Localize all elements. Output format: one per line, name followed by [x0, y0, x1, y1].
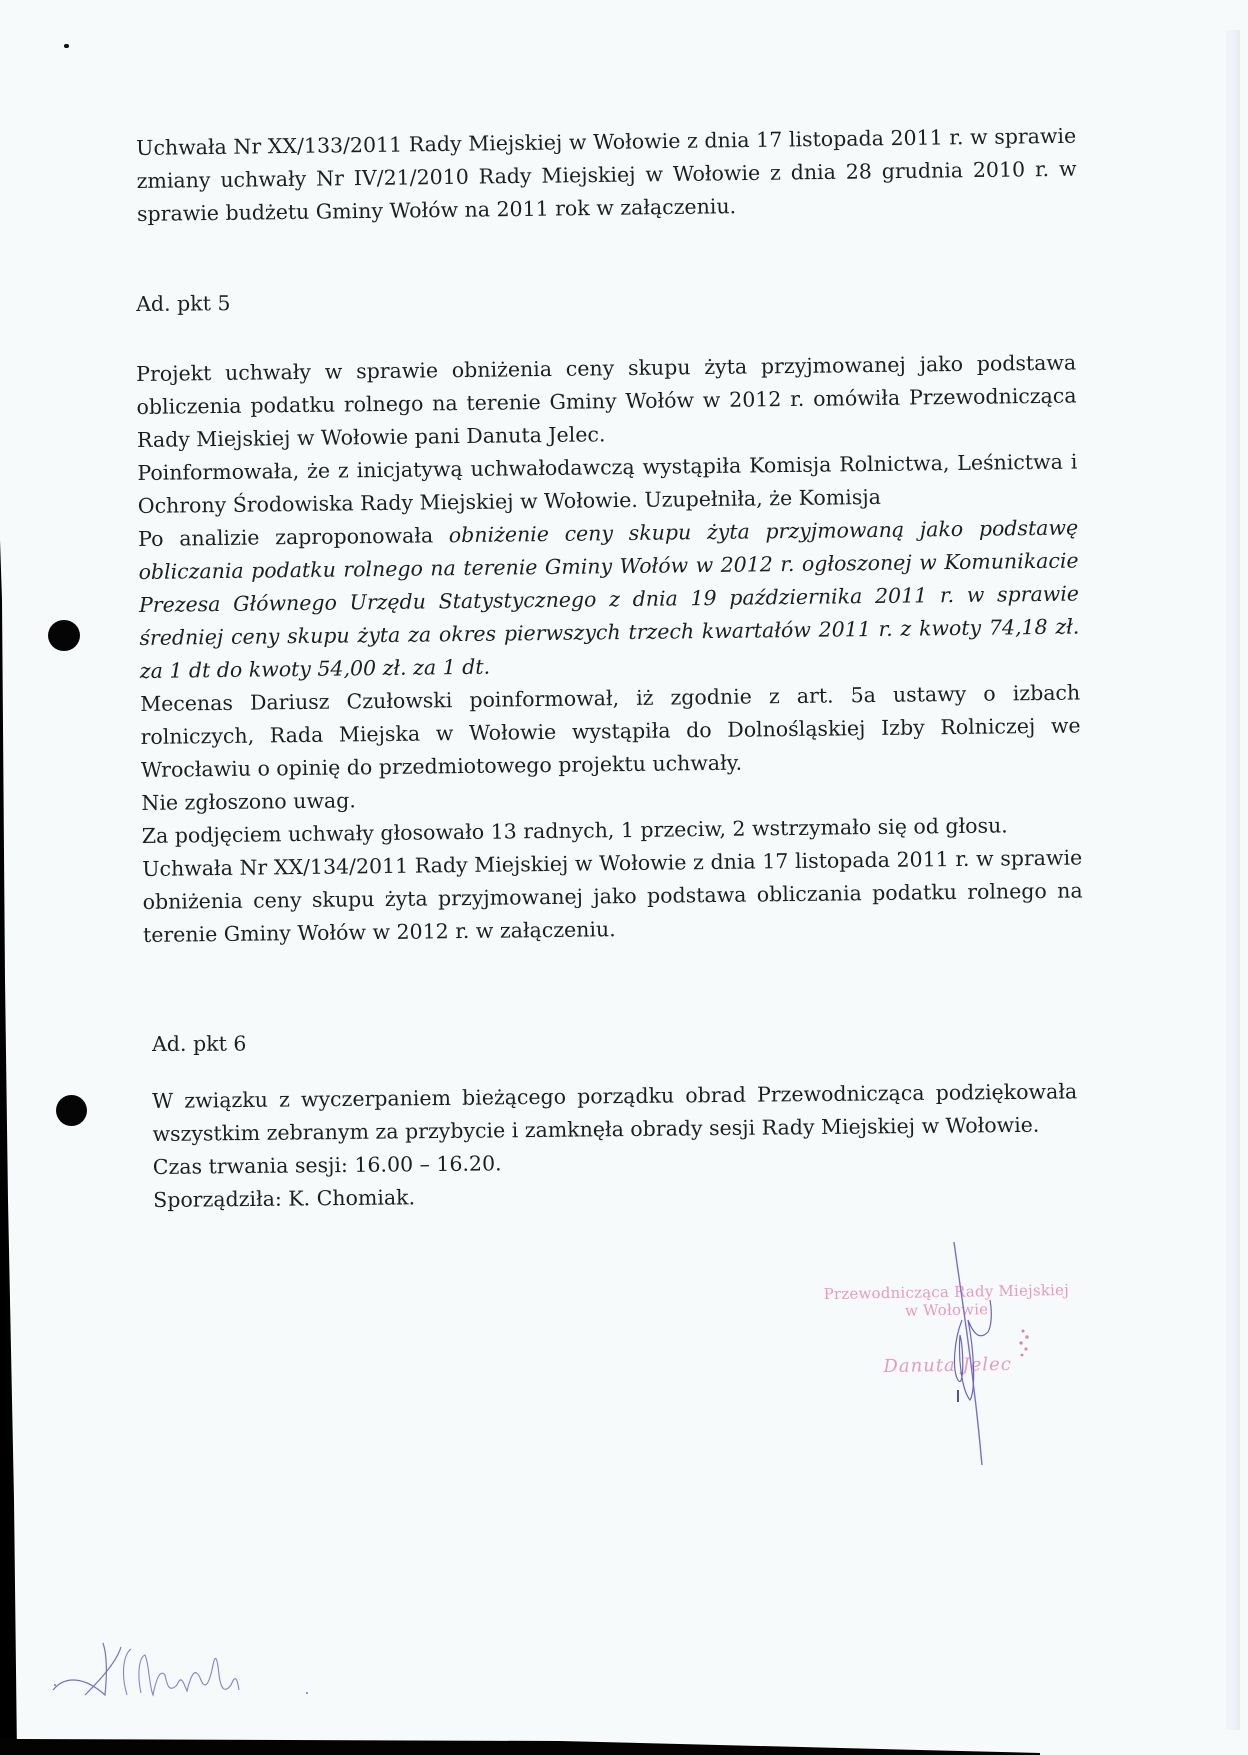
scan-paper-edge-right — [1226, 30, 1240, 1730]
section-6-duration: Czas trwania sesji: 16.00 – 16.20. — [152, 1151, 502, 1179]
section-5-info: Poinformowała, że z inicjatywą uchwałodawczą wystąpiła Komisja Rolnictwa, Leśnictwa i Ochrony Środowiska Rady Miejskiej w Wołowie. Uzupełniła, że Komisja — [137, 449, 1078, 518]
section-5-legal-opinion: Mecenas Dariusz Czułowski poinformował, iż zgodnie z art. 5a ustawy o izbach rolniczych, Rada Miejska w Wołowie wystąpiła do Dolnośląskiej Izby Rolniczej we Wrocławiu o opinię do przedmiotowego projektu uchwały. — [140, 680, 1081, 782]
stamp-title-line-2: w Wołowie — [904, 1300, 989, 1320]
section-6-closing: W związku z wyczerpaniem bieżącego porządku obrad Przewodnicząca podziękowała wszystkim zebranym za przybycie i zamknęła obrady sesji Rady Miejskiej w Wołowie. — [152, 1079, 1078, 1146]
scan-border-bottom — [0, 1739, 1040, 1755]
section-5-no-comments: Nie zgłoszono uwag. — [141, 788, 356, 815]
scan-speck — [64, 44, 69, 48]
section-6-heading-block — [152, 1023, 1092, 1061]
resolution-note: Uchwała Nr XX/133/2011 Rady Miejskiej w Wołowie z dnia 17 listopada 2011 r. w sprawie zmiany uchwały Nr IV/21/2010 Rady Miejskiej w Wołowie z dnia 28 grudnia 2010 r. w sprawie budżetu Gminy Wołów na 2011 rok w załączeniu. — [136, 123, 1077, 226]
section-5-heading: Ad. pkt 5 — [136, 291, 231, 316]
scan-border-left — [0, 0, 18, 1755]
section-5-vote: Za podjęciem uchwały głosowało 13 radnych, 1 przeciw, 2 wstrzymało się od głosu. — [141, 813, 1008, 848]
section-6-body — [152, 1075, 1078, 1217]
section-5-body — [136, 347, 1083, 952]
chair-signature — [940, 1240, 1020, 1470]
stamp-title-line-1: Przewodnicząca Rady Miejskiej — [823, 1280, 1070, 1304]
section-6-heading: Ad. pkt 6 — [152, 1031, 247, 1056]
section-5-proposal — [138, 512, 1080, 688]
section-5-resolution: Uchwała Nr XX/134/2011 Rady Miejskiej w Wołowie z dnia 17 listopada 2011 r. w sprawie obniżenia ceny skupu żyta przyjmowanej jako podstawa obliczania podatku rolnego na terenie Gminy Wołów w 2012 r. w załączeniu. — [142, 845, 1083, 947]
punch-hole-top — [48, 620, 80, 651]
section-6-prepared-by: Sporządziła: K. Chomiak. — [153, 1185, 416, 1212]
proposal-lead: Po analizie zaproponowała — [138, 523, 449, 551]
punch-hole-bottom — [56, 1095, 87, 1126]
section-5-intro: Projekt uchwały w sprawie obniżenia ceny skupu żyta przyjmowanej jako podstawa obliczenia podatku rolnego na terenie Gminy Wołów w 2012 r. omówiła Przewodnicząca Rady Miejskiej w Wołowie pani Danuta Jelec. — [136, 350, 1077, 452]
proposal-italic: obniżenie ceny skupu żyta przyjmowaną jako podstawę obliczania podatku rolnego na terenie Gminy Wołów w 2012 r. ogłoszonej w Komunikacie Prezesa Głównego Urzędu Statystycznego z dnia 19 października 2011 r. w sprawie średniej ceny skupu żyta za okres pierwszych trzech kwartałów 2011 r. z kwoty 74,18 zł. za 1 dt do kwoty 54,00 zł. za 1 dt. — [138, 515, 1080, 683]
stamp-ink-speckle — [1015, 1325, 1035, 1365]
section-5-heading-block — [136, 279, 1076, 321]
secretary-signature — [45, 1635, 325, 1715]
stamp-name: Danuta Jelec — [883, 1353, 1013, 1378]
resolution-note-block — [136, 120, 1077, 231]
